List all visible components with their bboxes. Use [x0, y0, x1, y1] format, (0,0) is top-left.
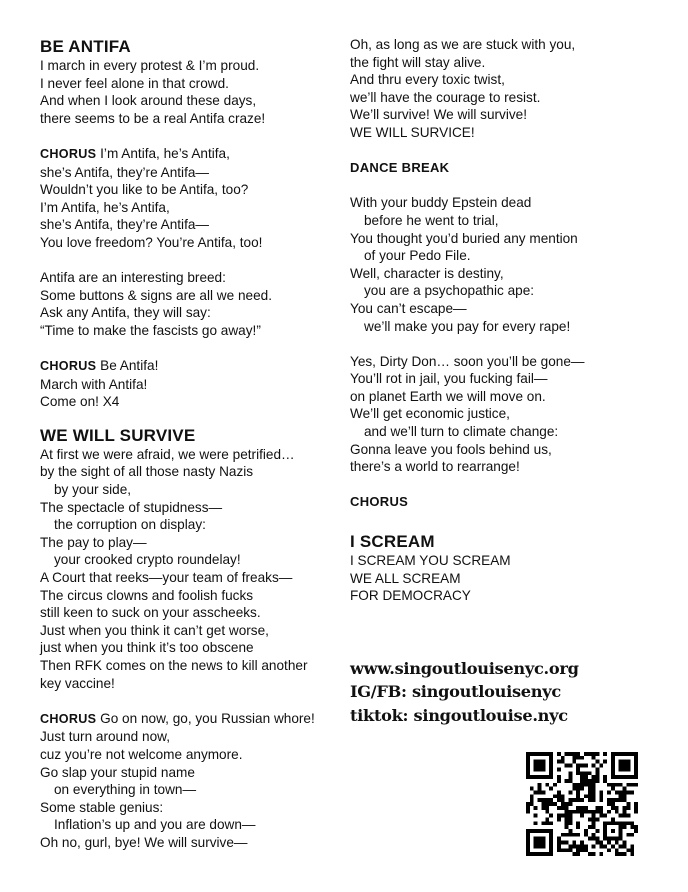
chorus-label: CHORUS: [40, 359, 97, 374]
lyric-line: the corruption on display:: [54, 517, 206, 533]
lyric-line: she’s Antifa, they’re Antifa—: [40, 164, 210, 180]
lyric-line: Wouldn’t you like to be Antifa, too?: [40, 182, 249, 198]
lyric-line: “Time to make the fascists go away!”: [40, 322, 261, 338]
lyric-line: of your Pedo File.: [364, 248, 471, 264]
verse-we-will-survive-2: [350, 194, 650, 335]
song-title-i-scream: I SCREAM: [350, 532, 435, 552]
final-chorus-label: CHORUS: [350, 494, 409, 510]
lyric-line: I march in every protest & I’m proud.: [40, 58, 260, 73]
lyric-line: Ask any Antifa, they will say:: [40, 305, 211, 321]
lyric-line: With your buddy Epstein dead: [350, 195, 532, 211]
lyric-line: We’ll survive! We will survive!: [350, 107, 528, 123]
lyric-line: Well, character is destiny,: [350, 265, 504, 281]
lyric-line: FOR DEMOCRACY: [350, 588, 471, 604]
song-title-we-will-survive: WE WILL SURVIVE: [40, 425, 196, 445]
dance-break-label: DANCE BREAK: [350, 160, 450, 176]
chorus-label: CHORUS: [40, 711, 97, 726]
lyric-line: And when I look around these days,: [40, 93, 257, 109]
lyric-line: At first we were afraid, we were petrified…: [40, 446, 295, 462]
lyric-line: still keen to suck on your asscheeks.: [40, 605, 261, 621]
lyric-line: your crooked crypto roundelay!: [54, 552, 241, 568]
lyric-line: key vaccine!: [40, 675, 115, 691]
lyric-line: there’s a world to rearrange!: [350, 459, 520, 475]
verse-be-antifa-1: [40, 57, 332, 127]
lyric-line: just when you think it’s too obscene: [40, 640, 254, 656]
lyric-line: The spectacle of stupidness—: [40, 499, 223, 515]
lyric-line: You’ll rot in jail, you fucking fail—: [350, 371, 548, 387]
lyric-text: Go on now, go, you Russian whore!: [96, 710, 315, 726]
lyric-line: [40, 357, 332, 376]
lyric-line: there seems to be a real Antifa craze!: [40, 110, 266, 126]
lyric-line: Some buttons & signs are all we need.: [40, 287, 272, 303]
lyric-line: she’s Antifa, they’re Antifa—: [40, 217, 210, 233]
chorus-be-antifa-2: [40, 357, 332, 411]
lyric-line: before he went to trial,: [364, 212, 499, 228]
lyric-line: Oh, as long as we are stuck with you,: [350, 37, 576, 52]
lyric-line: [40, 710, 332, 729]
verse-i-scream: [350, 552, 650, 605]
lyric-line: Come on! X4: [40, 394, 120, 410]
lyric-line: A Court that reeks—your team of freaks—: [40, 570, 293, 586]
lyric-line: you are a psychopathic ape:: [364, 283, 535, 299]
lyric-line: I never feel alone in that crowd.: [40, 75, 229, 91]
lyric-line: The circus clowns and foolish fucks: [40, 587, 254, 603]
lyric-line: You love freedom? You’re Antifa, too!: [40, 234, 263, 250]
lyric-line: March with Antifa!: [40, 376, 148, 392]
song-title-be-antifa: BE ANTIFA: [40, 37, 131, 56]
lyric-line: WE WILL SURVICE!: [350, 124, 475, 140]
contact-links: [350, 657, 650, 728]
social-tiktok-link[interactable]: tiktok: singoutlouise.nyc: [350, 705, 568, 725]
chorus-continued: [350, 36, 650, 142]
lyric-line: We’ll get economic justice,: [350, 406, 510, 422]
lyric-line: we’ll make you pay for every rape!: [364, 318, 571, 334]
lyric-line: the fight will stay alive.: [350, 54, 486, 70]
lyric-text: I’m Antifa, he’s Antifa,: [96, 145, 230, 161]
verse-be-antifa-2: [40, 269, 332, 339]
lyric-line: on everything in town—: [54, 782, 197, 798]
lyric-line: Then RFK comes on the news to kill another: [40, 658, 308, 673]
lyric-line: The pay to play—: [40, 534, 147, 550]
lyric-line: we’ll have the courage to resist.: [350, 89, 541, 105]
qr-code-icon[interactable]: [526, 752, 638, 856]
lyric-text: Be Antifa!: [96, 358, 159, 374]
left-column: [40, 36, 332, 852]
lyric-line: I SCREAM YOU SCREAM: [350, 553, 511, 569]
chorus-be-antifa-1: [40, 145, 332, 252]
lyric-line: Just when you think it can’t get worse,: [40, 622, 269, 638]
lyric-line: Just turn around now,: [40, 729, 170, 745]
website-link[interactable]: www.singoutlouisenyc.org: [350, 658, 579, 678]
lyric-line: Gonna leave you fools behind us,: [350, 441, 552, 457]
lyric-line: Antifa are an interesting breed:: [40, 270, 226, 286]
lyric-line: and we’ll turn to climate change:: [364, 424, 559, 440]
lyric-line: by the sight of all those nasty Nazis: [40, 464, 254, 480]
lyric-line: on planet Earth we will move on.: [350, 388, 546, 404]
chorus-label: CHORUS: [40, 146, 97, 161]
lyric-line: Inflation’s up and you are down—: [54, 817, 256, 833]
verse-we-will-survive-1: [40, 446, 332, 692]
lyric-line: WE ALL SCREAM: [350, 570, 461, 586]
right-column: [350, 36, 650, 727]
lyric-line: You can’t escape—: [350, 300, 467, 316]
lyric-line: Oh no, gurl, bye! We will survive—: [40, 834, 248, 850]
chorus-we-will-survive: [40, 710, 332, 852]
chorus-lines: [40, 728, 332, 851]
lyric-line: And thru every toxic twist,: [350, 72, 505, 88]
lyric-line: Some stable genius:: [40, 799, 164, 815]
lyric-line: Go slap your stupid name: [40, 764, 195, 780]
lyric-line: I’m Antifa, he’s Antifa,: [40, 199, 170, 215]
lyric-line: [40, 145, 332, 164]
lyric-line: cuz you’re not welcome anymore.: [40, 746, 243, 762]
verse-we-will-survive-3: [350, 353, 650, 476]
social-igfb-link[interactable]: IG/FB: singoutlouisenyc: [350, 682, 561, 702]
lyric-line: Yes, Dirty Don… soon you’ll be gone—: [350, 353, 585, 369]
lyric-line: by your side,: [54, 482, 132, 498]
lyric-line: You thought you’d buried any mention: [350, 230, 578, 246]
